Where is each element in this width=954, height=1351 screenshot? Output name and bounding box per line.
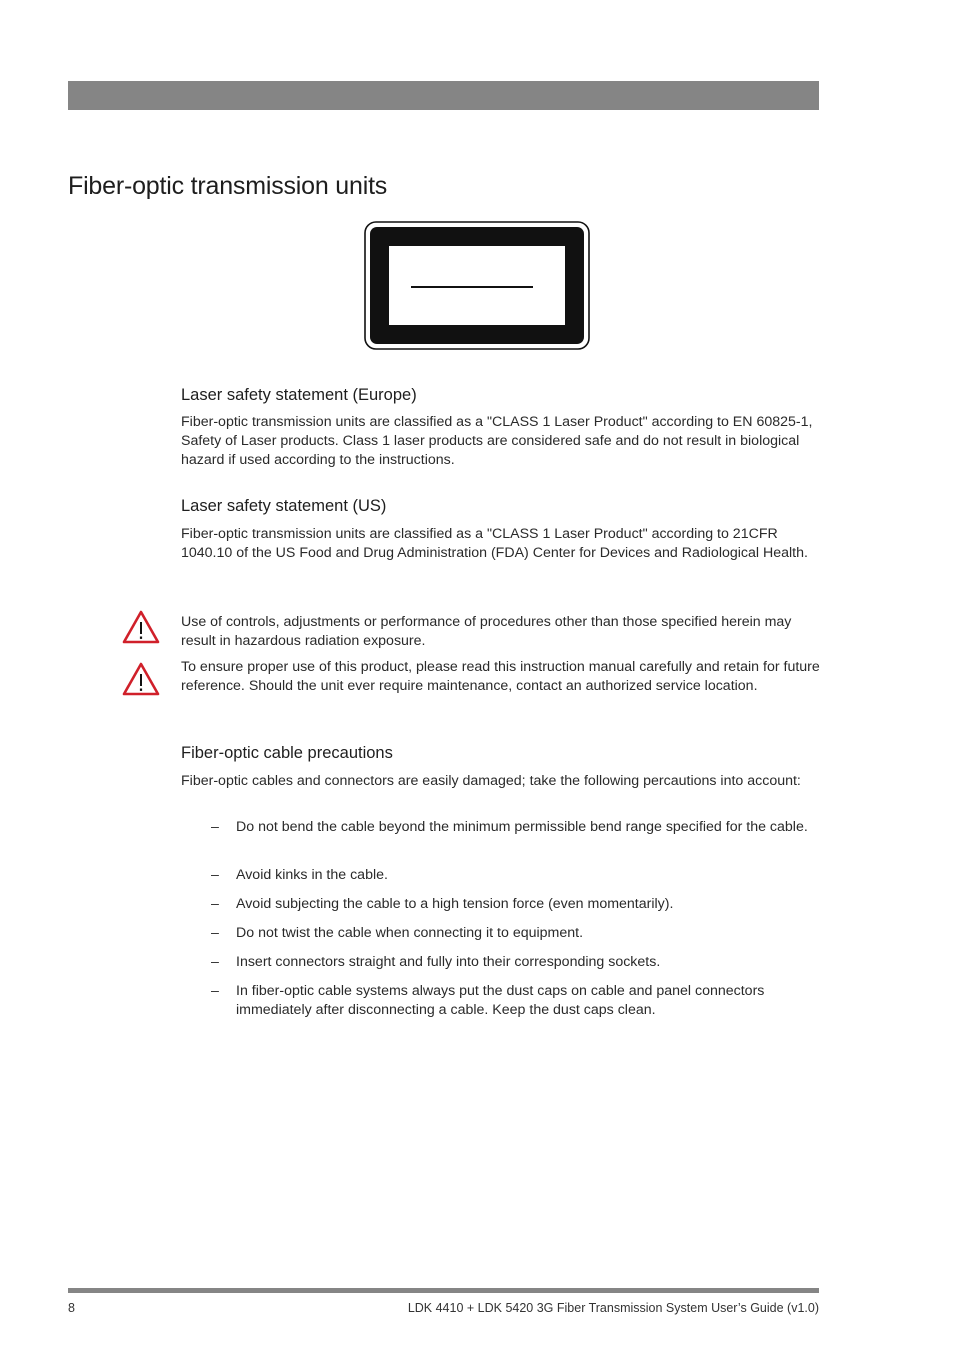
footer-doc-title: LDK 4410 + LDK 5420 3G Fiber Transmission System User’s Guide (v1.0): [407, 1301, 819, 1315]
list-dash: –: [211, 896, 219, 912]
heading-laser-europe: Laser safety statement (Europe): [181, 386, 417, 404]
laser-class-label-icon: [364, 221, 590, 350]
text-laser-us: Fiber-optic transmission units are classified as a "CLASS 1 Laser Product" according to 21CFR 1040.10 of the US Food and Drug Administration (FDA) Center for Devices and Radiological Health.: [181, 526, 808, 561]
text-laser-europe: Fiber-optic transmission units are classified as a "CLASS 1 Laser Product" according to EN 60825-1, Safety of Laser products. Class 1 laser products are considered safe and do not result in biological hazard if used according to the instructions.: [181, 414, 813, 468]
footer-bar: [68, 1288, 819, 1293]
page-number: 8: [68, 1301, 75, 1315]
list-item-text: Avoid kinks in the cable.: [236, 867, 388, 883]
list-item-text: In fiber-optic cable systems always put the dust caps on cable and panel connectors immediately after disconnecting a cable. Keep the dust caps clean.: [236, 983, 765, 1018]
page-title: Fiber-optic transmission units: [68, 172, 388, 200]
heading-cable-precautions: Fiber-optic cable precautions: [181, 744, 393, 762]
warning-text-manual: To ensure proper use of this product, please read this instruction manual carefully and retain for future reference. Should the unit ever require maintenance, contact an authorized service location.: [181, 659, 820, 694]
list-dash: –: [211, 983, 219, 999]
list-dash: –: [211, 819, 219, 835]
warning-triangle-icon: [122, 610, 160, 644]
warning-triangle-icon: [122, 662, 160, 696]
warning-text-radiation: Use of controls, adjustments or performance of procedures other than those specified herein may result in hazardous radiation exposure.: [181, 614, 792, 649]
list-dash: –: [211, 867, 219, 883]
list-item-text: Do not twist the cable when connecting it to equipment.: [236, 925, 584, 941]
list-item-text: Do not bend the cable beyond the minimum permissible bend range specified for the cable.: [236, 819, 808, 835]
list-dash: –: [211, 954, 219, 970]
heading-laser-us: Laser safety statement (US): [181, 497, 387, 515]
text-cable-intro: Fiber-optic cables and connectors are easily damaged; take the following percautions into account:: [181, 773, 801, 789]
list-item-text: Insert connectors straight and fully into their corresponding sockets.: [236, 954, 661, 970]
list-item-text: Avoid subjecting the cable to a high tension force (even momentarily).: [236, 896, 674, 912]
list-dash: –: [211, 925, 219, 941]
header-bar: [68, 81, 819, 110]
